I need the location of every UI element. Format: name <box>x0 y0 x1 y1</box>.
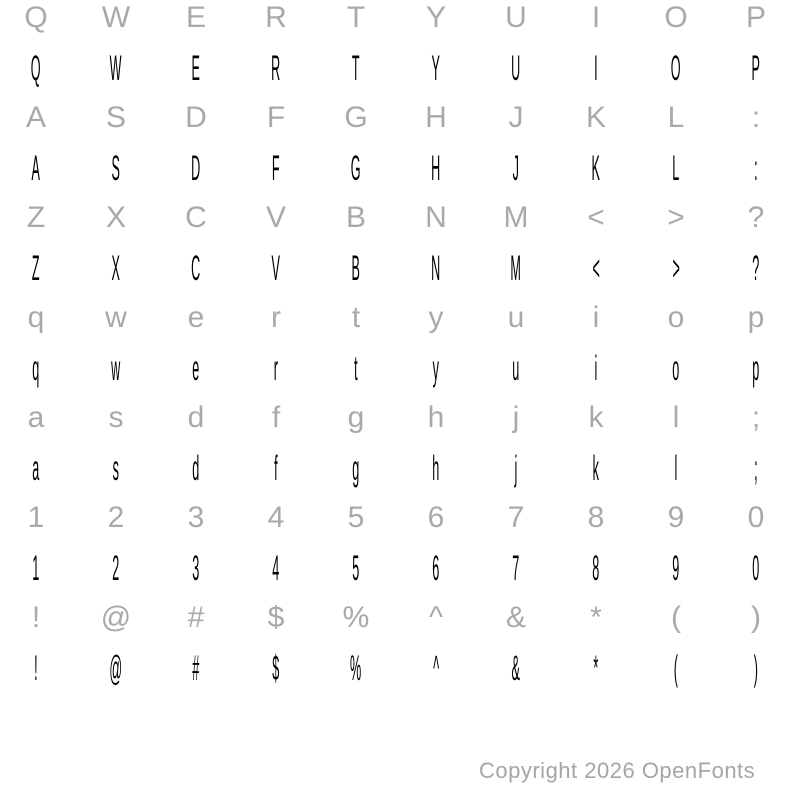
specimen-glyph: P <box>751 48 761 88</box>
specimen-glyph: 4 <box>272 548 280 588</box>
reference-row <box>0 293 796 343</box>
reference-glyph: o <box>667 301 685 334</box>
reference-glyph: C <box>185 201 207 234</box>
reference-glyph: I <box>591 1 601 34</box>
reference-glyph: s <box>108 401 124 434</box>
specimen-glyph: F <box>272 148 280 188</box>
reference-glyph: F <box>266 101 286 134</box>
specimen-glyph: K <box>591 148 601 188</box>
specimen-glyph: s <box>112 448 120 488</box>
reference-glyph: K <box>585 101 606 134</box>
specimen-glyph: p <box>752 348 760 388</box>
reference-glyph: 5 <box>347 501 365 534</box>
specimen-glyph: Q <box>31 48 41 88</box>
reference-glyph: d <box>187 401 205 434</box>
reference-glyph: O <box>664 1 688 34</box>
specimen-glyph: > <box>672 248 680 288</box>
specimen-row <box>0 343 796 393</box>
specimen-glyph: t <box>354 348 358 388</box>
specimen-glyph: B <box>351 248 361 288</box>
specimen-glyph: G <box>351 148 361 188</box>
specimen-glyph: # <box>192 648 200 688</box>
specimen-glyph: ) <box>753 648 759 688</box>
reference-glyph: q <box>27 301 45 334</box>
reference-glyph: Z <box>26 201 46 234</box>
specimen-glyph: w <box>111 348 121 388</box>
specimen-glyph: a <box>32 448 40 488</box>
reference-glyph: S <box>105 101 126 134</box>
specimen-glyph: r <box>273 348 279 388</box>
reference-glyph: J <box>508 101 524 134</box>
specimen-row <box>0 443 796 493</box>
reference-glyph: h <box>427 401 445 434</box>
specimen-glyph: 3 <box>192 548 200 588</box>
specimen-glyph: 5 <box>352 548 360 588</box>
specimen-glyph: < <box>592 248 600 288</box>
reference-glyph: 4 <box>267 501 285 534</box>
specimen-glyph: ; <box>754 448 758 488</box>
specimen-row <box>0 43 796 93</box>
specimen-glyph: 2 <box>112 548 120 588</box>
reference-glyph: 1 <box>27 501 45 534</box>
specimen-glyph: 9 <box>672 548 680 588</box>
reference-glyph: 9 <box>667 501 685 534</box>
specimen-glyph: L <box>672 148 680 188</box>
reference-glyph: A <box>25 101 46 134</box>
specimen-glyph: : <box>754 148 758 188</box>
specimen-glyph: 6 <box>432 548 440 588</box>
reference-glyph: 2 <box>107 501 125 534</box>
reference-glyph: : <box>751 101 761 134</box>
specimen-glyph: H <box>431 148 441 188</box>
specimen-glyph: d <box>192 448 200 488</box>
reference-glyph: * <box>590 601 602 634</box>
reference-glyph: 0 <box>747 501 765 534</box>
specimen-glyph: & <box>511 648 521 688</box>
reference-glyph: L <box>667 101 685 134</box>
specimen-glyph: l <box>674 448 678 488</box>
reference-glyph: ; <box>751 401 761 434</box>
specimen-glyph: ^ <box>433 648 439 688</box>
specimen-glyph: % <box>350 648 362 688</box>
specimen-row <box>0 143 796 193</box>
reference-glyph: M <box>503 201 529 234</box>
reference-glyph: i <box>592 301 600 334</box>
reference-glyph: w <box>105 301 127 334</box>
reference-glyph: ^ <box>428 601 444 634</box>
specimen-glyph: T <box>352 48 360 88</box>
reference-glyph: 7 <box>507 501 525 534</box>
reference-glyph: Q <box>24 1 48 34</box>
specimen-glyph: A <box>31 148 41 188</box>
reference-glyph: P <box>745 1 766 34</box>
specimen-glyph: k <box>592 448 600 488</box>
reference-glyph: 3 <box>187 501 205 534</box>
specimen-glyph: u <box>512 348 520 388</box>
reference-glyph: k <box>588 401 604 434</box>
reference-row <box>0 193 796 243</box>
specimen-glyph: g <box>352 448 360 488</box>
reference-glyph: ( <box>671 601 681 634</box>
specimen-glyph: @ <box>109 648 123 688</box>
specimen-glyph: $ <box>272 648 280 688</box>
specimen-glyph: X <box>111 248 121 288</box>
reference-glyph: t <box>351 301 361 334</box>
reference-glyph: U <box>505 1 527 34</box>
copyright-text: Copyright 2026 OpenFonts <box>479 758 756 783</box>
reference-glyph: a <box>27 401 45 434</box>
reference-row <box>0 593 796 643</box>
reference-glyph: > <box>667 201 685 234</box>
reference-glyph: W <box>101 1 131 34</box>
reference-glyph: < <box>587 201 605 234</box>
reference-glyph: g <box>347 401 365 434</box>
reference-row <box>0 393 796 443</box>
specimen-glyph: 0 <box>752 548 760 588</box>
reference-glyph: % <box>342 601 370 634</box>
specimen-glyph: I <box>594 48 598 88</box>
specimen-glyph: j <box>514 448 518 488</box>
reference-glyph: @ <box>100 601 132 634</box>
specimen-glyph: 8 <box>592 548 600 588</box>
specimen-glyph: U <box>511 48 521 88</box>
reference-glyph: ? <box>747 201 765 234</box>
specimen-glyph: D <box>191 148 201 188</box>
reference-glyph: G <box>344 101 368 134</box>
specimen-glyph: ( <box>673 648 679 688</box>
specimen-row <box>0 643 796 693</box>
reference-glyph: & <box>505 601 526 634</box>
reference-glyph: $ <box>267 601 285 634</box>
reference-glyph: 6 <box>427 501 445 534</box>
reference-glyph: p <box>747 301 765 334</box>
reference-glyph: B <box>345 201 366 234</box>
specimen-glyph: o <box>672 348 680 388</box>
specimen-glyph: i <box>594 348 598 388</box>
specimen-glyph: R <box>271 48 281 88</box>
reference-row <box>0 93 796 143</box>
reference-glyph: H <box>425 101 447 134</box>
reference-glyph: j <box>512 401 520 434</box>
reference-glyph: N <box>425 201 447 234</box>
reference-glyph: y <box>428 301 444 334</box>
specimen-glyph: ! <box>34 648 38 688</box>
reference-glyph: ! <box>31 601 41 634</box>
specimen-glyph: ? <box>752 248 760 288</box>
specimen-glyph: y <box>432 348 440 388</box>
specimen-glyph: J <box>512 148 520 188</box>
reference-row <box>0 493 796 543</box>
specimen-glyph: f <box>274 448 278 488</box>
specimen-glyph: * <box>593 648 599 688</box>
specimen-row <box>0 243 796 293</box>
reference-glyph: r <box>271 301 281 334</box>
reference-glyph: X <box>105 201 126 234</box>
reference-glyph: 8 <box>587 501 605 534</box>
specimen-glyph: Z <box>32 248 40 288</box>
reference-glyph: T <box>346 1 366 34</box>
specimen-glyph: W <box>110 48 122 88</box>
specimen-row <box>0 543 796 593</box>
reference-glyph: e <box>187 301 205 334</box>
reference-glyph: D <box>185 101 207 134</box>
specimen-glyph: E <box>191 48 201 88</box>
reference-row <box>0 0 796 43</box>
reference-glyph: ) <box>751 601 761 634</box>
specimen-glyph: M <box>510 248 522 288</box>
reference-glyph: E <box>185 1 206 34</box>
reference-glyph: R <box>265 1 287 34</box>
specimen-glyph: h <box>432 448 440 488</box>
reference-glyph: l <box>672 401 680 434</box>
reference-glyph: f <box>271 401 281 434</box>
specimen-glyph: C <box>191 248 201 288</box>
specimen-glyph: Y <box>431 48 441 88</box>
reference-glyph: Y <box>425 1 446 34</box>
specimen-glyph: S <box>111 148 121 188</box>
reference-glyph: V <box>265 201 286 234</box>
specimen-glyph: O <box>671 48 681 88</box>
reference-glyph: u <box>507 301 525 334</box>
specimen-glyph: 7 <box>512 548 520 588</box>
specimen-glyph: V <box>271 248 281 288</box>
specimen-glyph: 1 <box>32 548 40 588</box>
specimen-glyph: e <box>192 348 200 388</box>
reference-glyph: # <box>187 601 205 634</box>
specimen-glyph: N <box>431 248 441 288</box>
specimen-glyph: q <box>32 348 40 388</box>
